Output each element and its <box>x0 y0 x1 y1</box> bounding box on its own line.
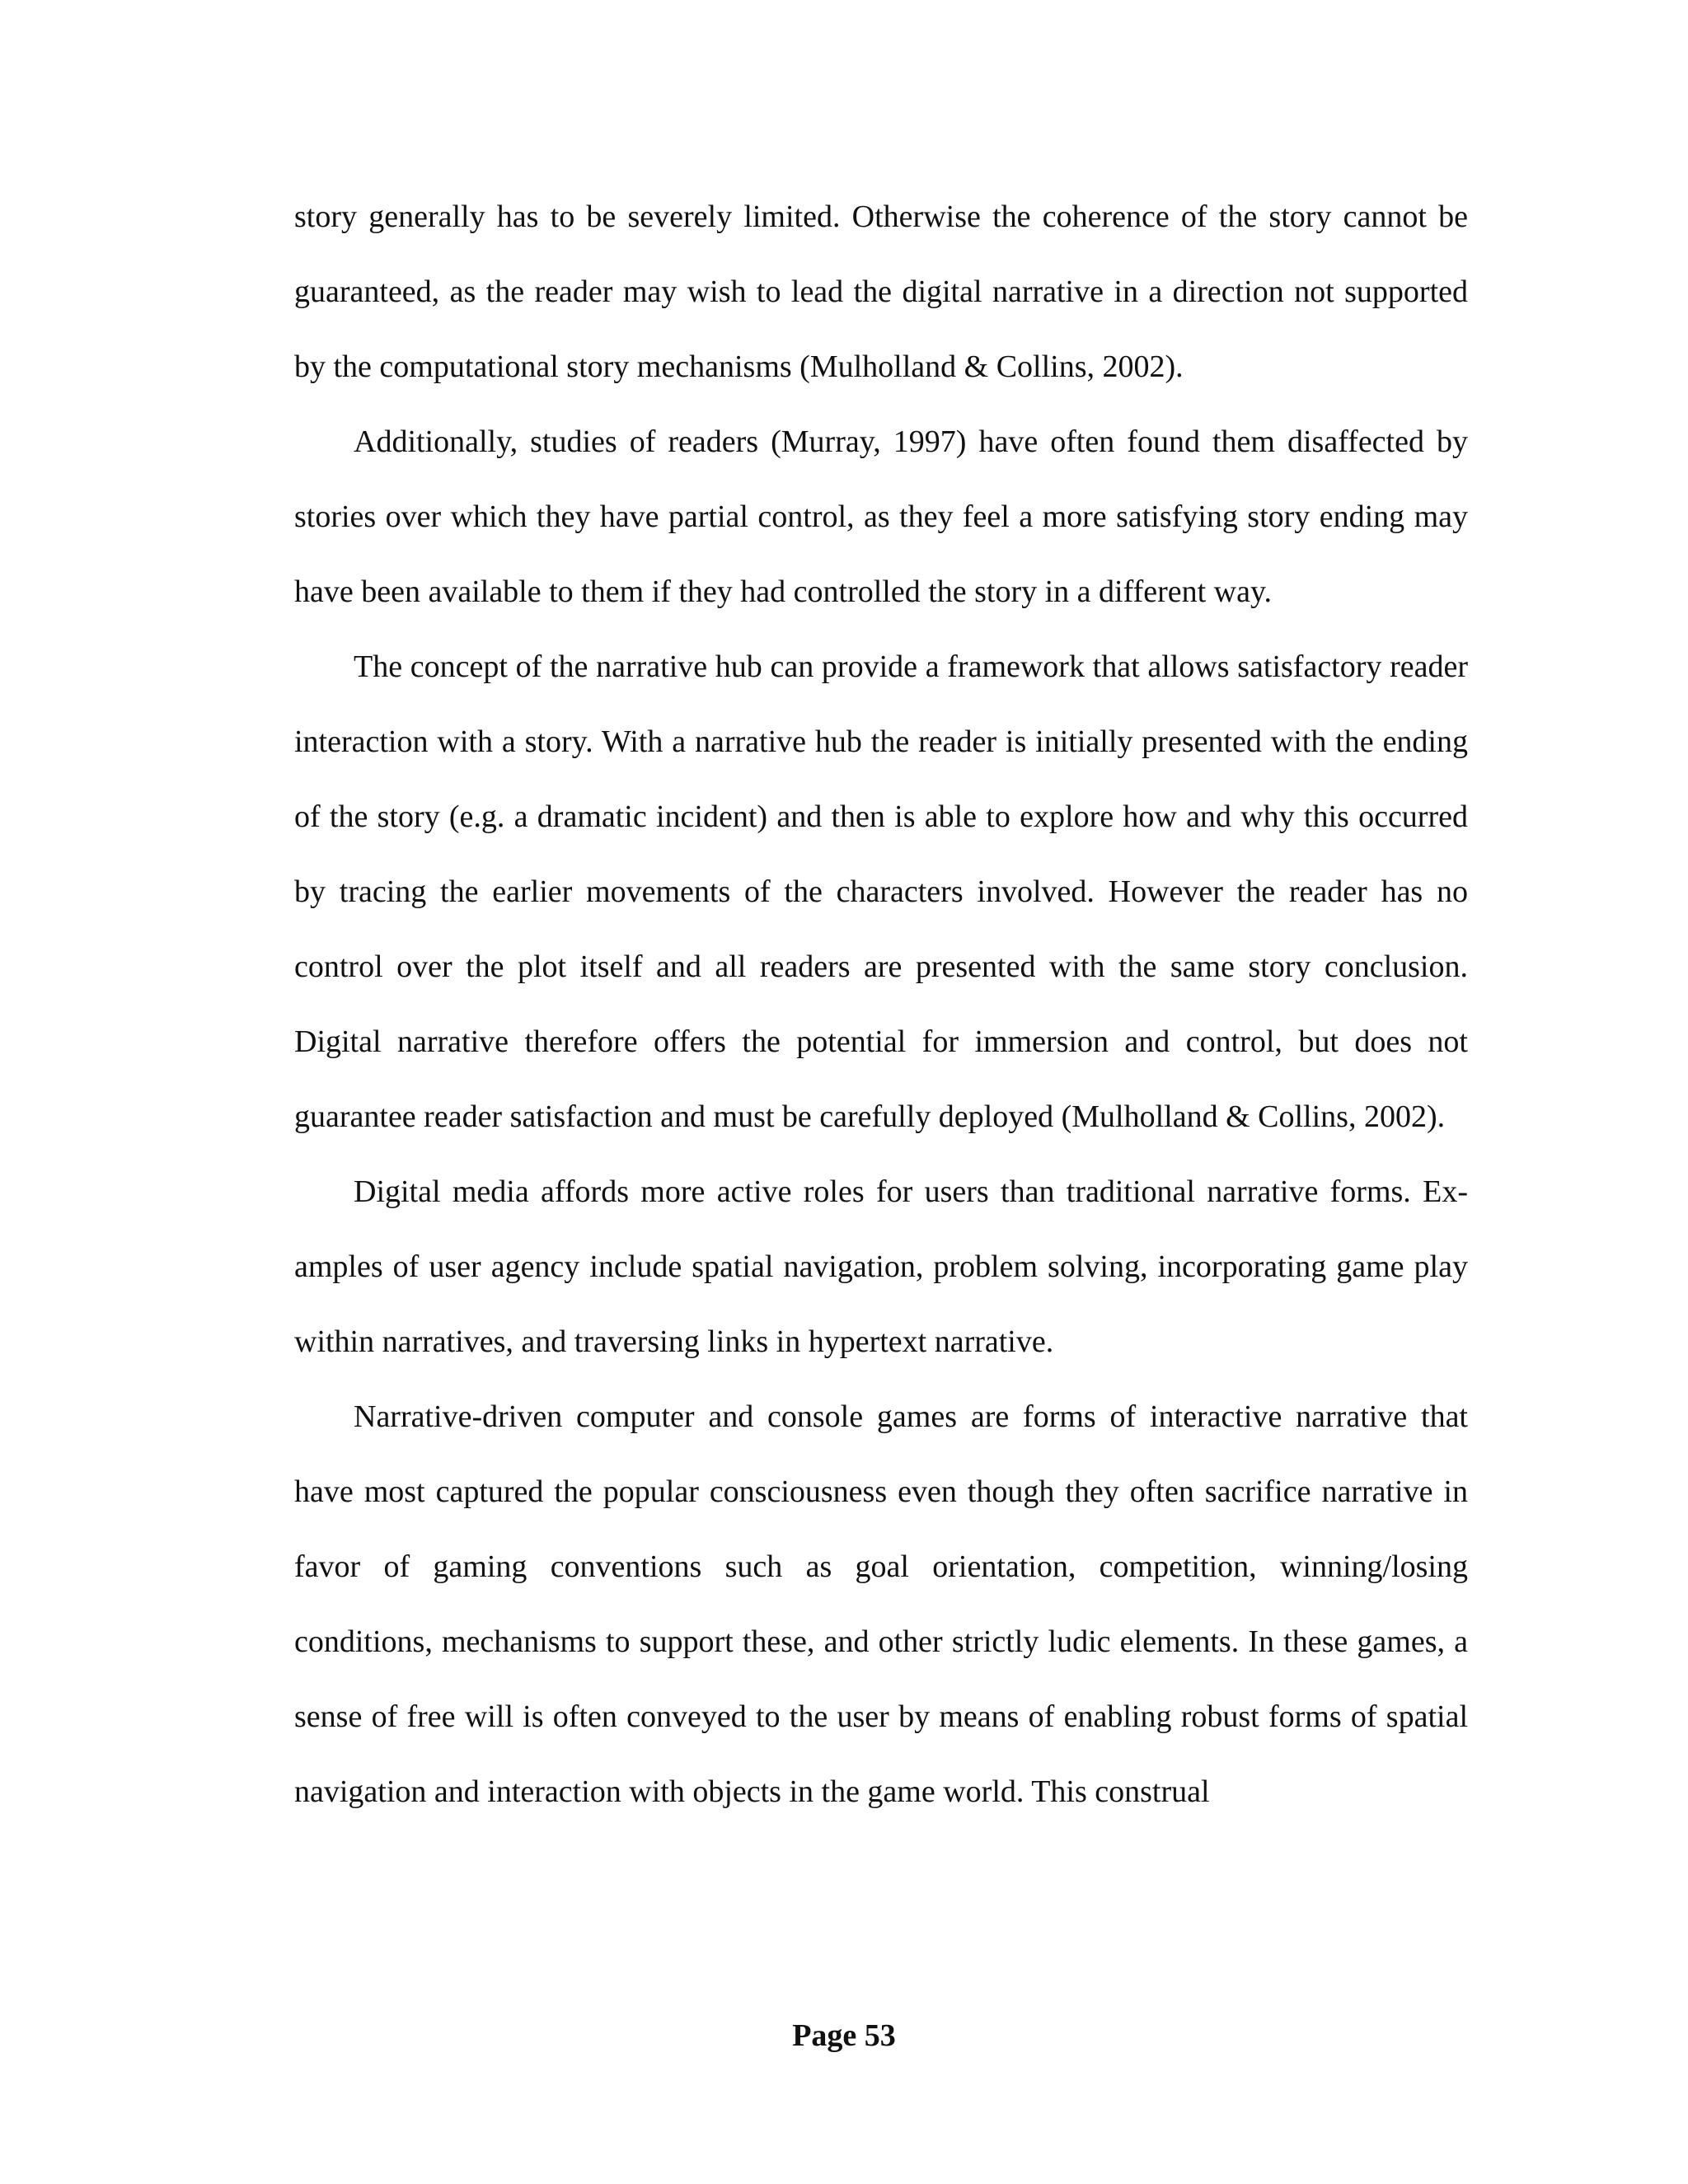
body-text <box>294 180 1468 1830</box>
paragraph-1: story generally has to be severely limited. Otherwise the coherence of the story cannot be guaranteed, as the reader may wish to lead the digital narrative in a direction not supported by the computational story mechanisms (Mulholland & Collins, 2002). <box>294 199 1468 384</box>
page-number: Page 53 <box>792 2018 896 2053</box>
paragraph-3: The concept of the narrative hub can provide a framework that allows satisfactory reader interaction with a story. With a narrative hub the reader is initially presented with the ending of the story (e.g. a dramatic incident) and then is able to explore how and why this occurred by tracing the earlier movements of the characters involved. However the reader has no control over the plot itself and all readers are presented with the same story conclusion. Digital narrative therefore offers the potential for immersion and control, but does not guarantee reader satisfaction and must be carefully deployed (Mulholland & Collins, 2002). <box>294 649 1468 1134</box>
paragraph-2: Additionally, studies of readers (Murray, 1997) have often found them disaffected by stories over which they have partial control, as they feel a more satisfying story ending may have been available to them if they had controlled the story in a different way. <box>294 424 1468 609</box>
paragraph-5: Narrative-driven computer and console games are forms of interactive narrative that have most captured the popular consciousness even though they often sacrifice narrative in favor of gaming conventions such as goal orientation, competition, winning/losing conditions, mechanisms to support these, and other strictly ludic elements. In these games, a sense of free will is often conveyed to the user by means of enabling robust forms of spatial navigation and interaction with objects in the game world. This construal <box>294 1399 1468 1809</box>
paragraph-4: Digital media affords more active roles for users than traditional narrative forms. Examples of user agency include spatial navigation, problem solving, incorporating game play within narratives, and traversing links in hypertext narrative. <box>294 1174 1468 1359</box>
